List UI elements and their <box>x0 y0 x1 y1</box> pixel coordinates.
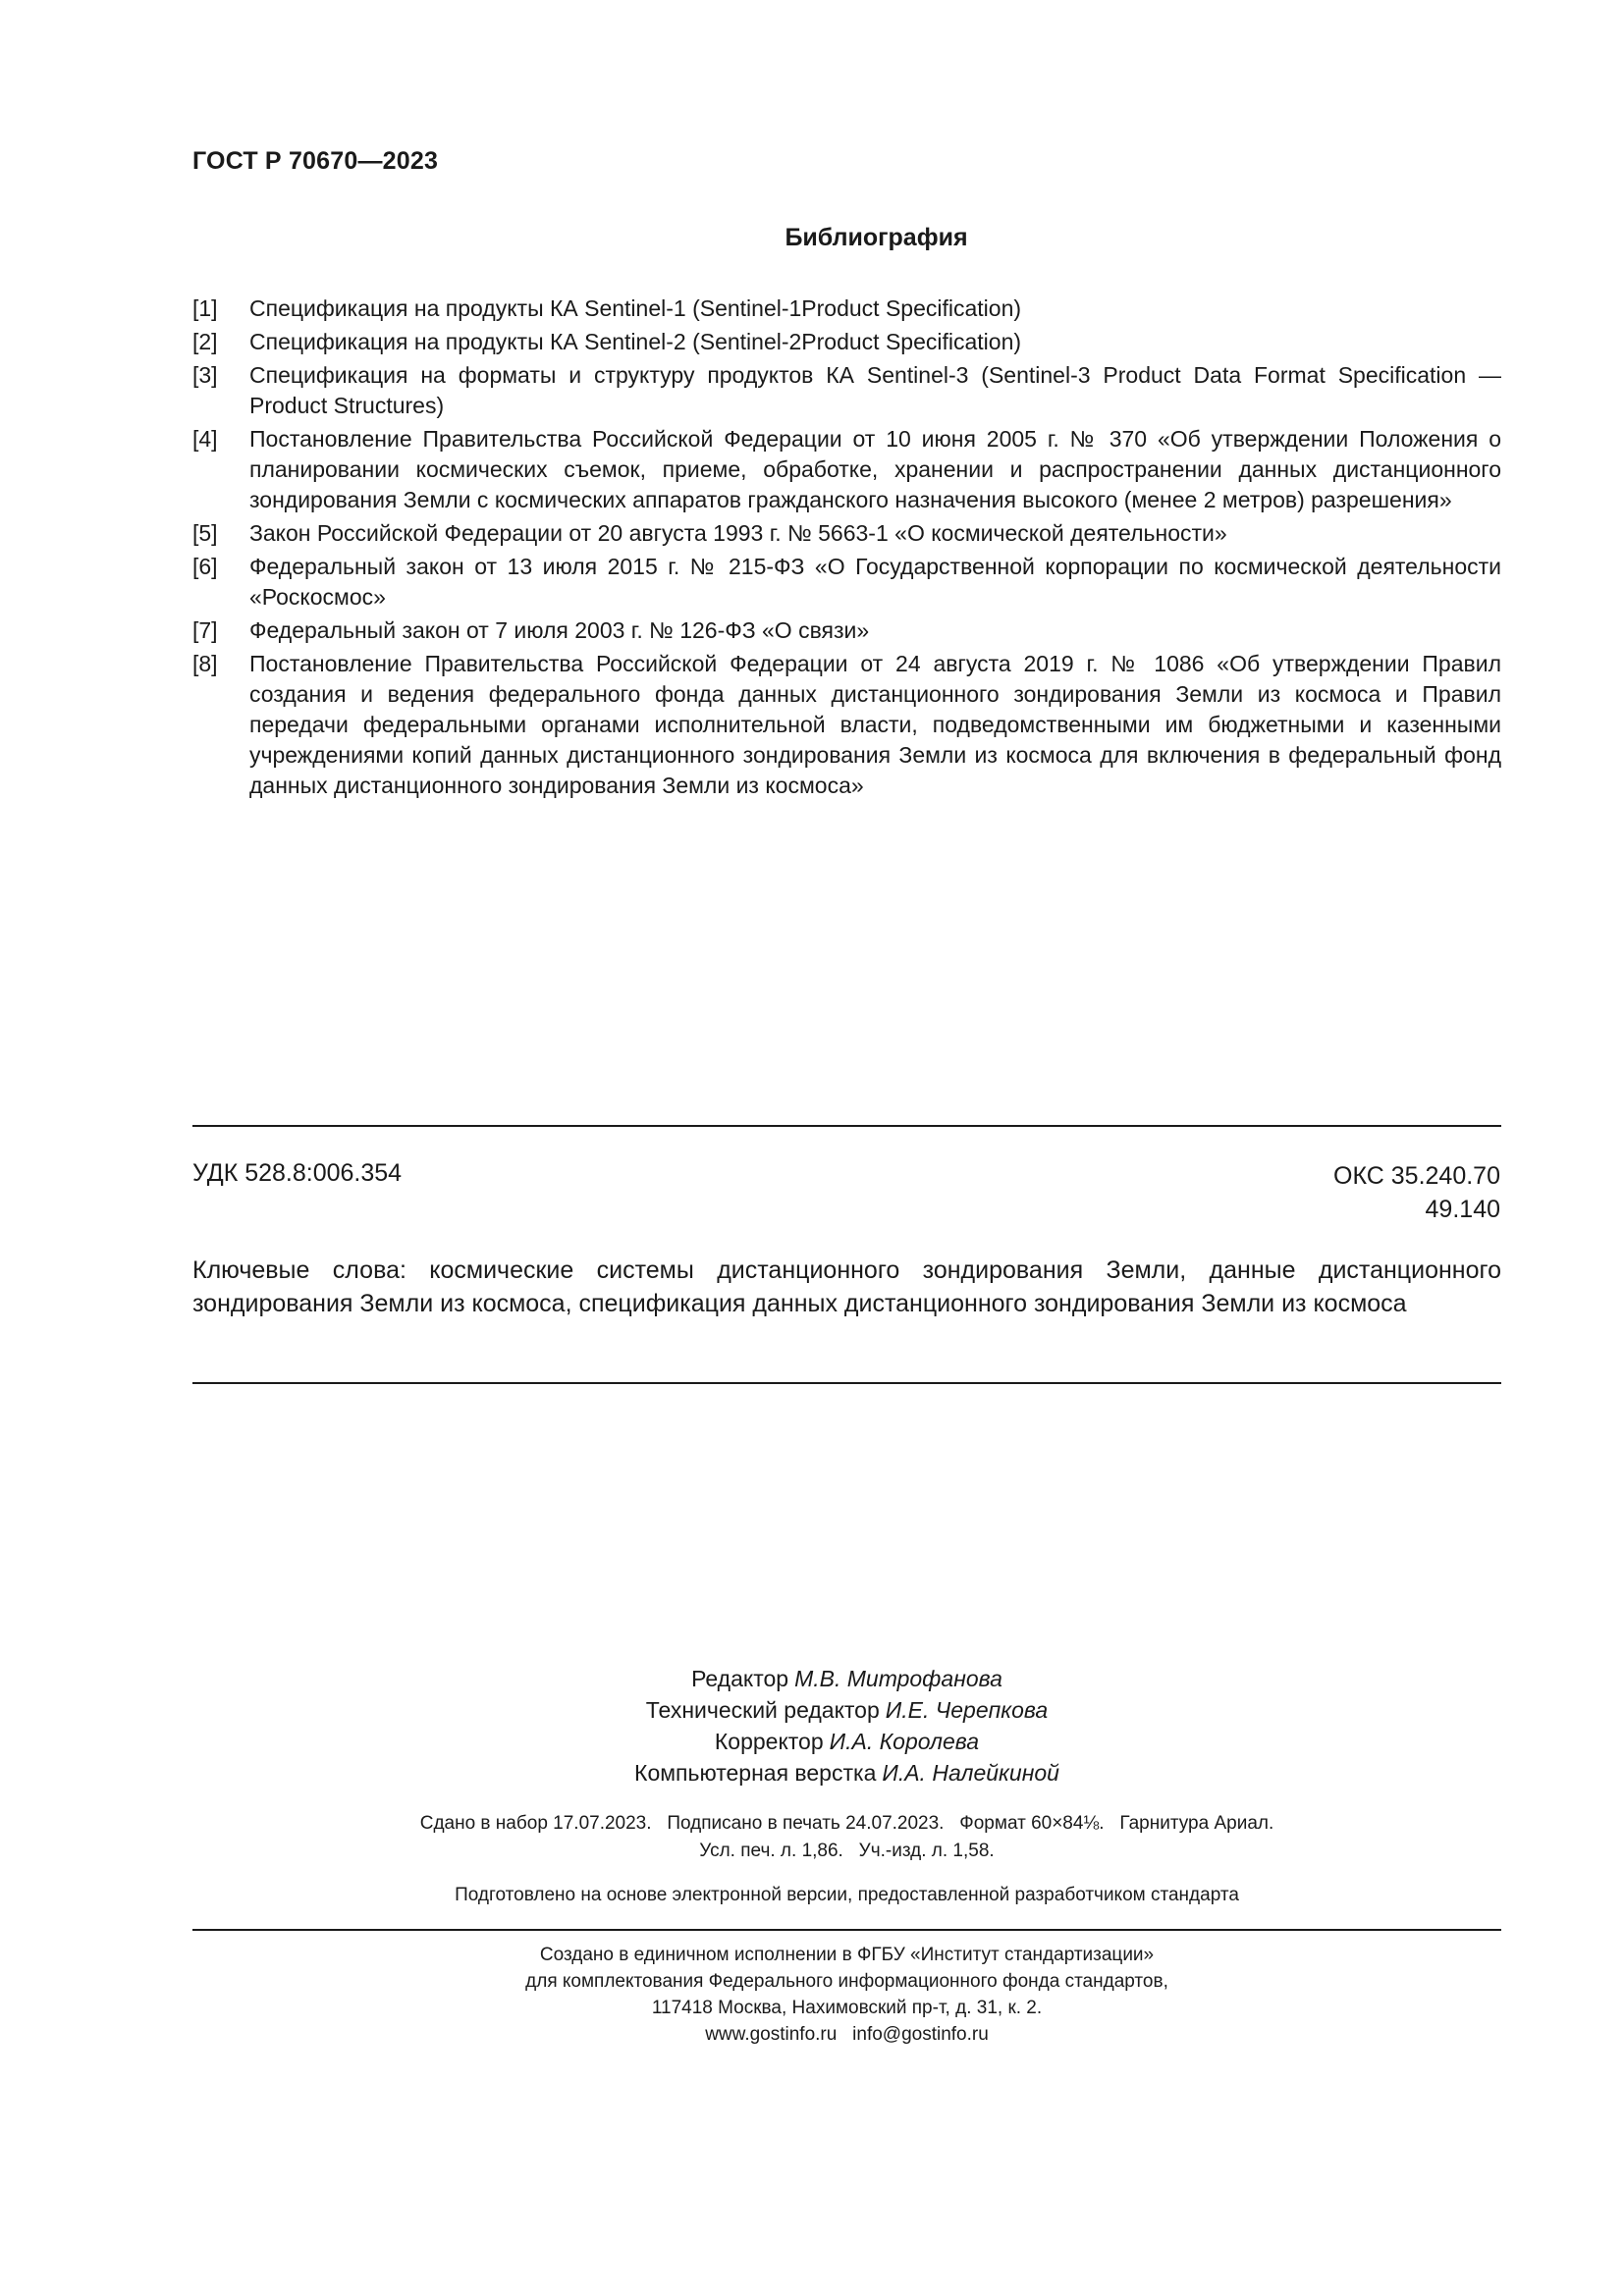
bibliography-title: Библиография <box>785 224 968 251</box>
divider-top <box>192 1125 1501 1127</box>
credit-row <box>192 1726 1501 1757</box>
bibliography-item-number: [1] <box>192 295 218 321</box>
footer-line: www.gostinfo.ru info@gostinfo.ru <box>705 2024 989 2045</box>
bibliography-item-text: Спецификация на продукты КА Sentinel-1 (Sentinel-1Product Specification) <box>249 295 1022 321</box>
bibliography-item-text: Спецификация на продукты КА Sentinel-2 (Sentinel-2Product Specification) <box>249 329 1022 354</box>
credit-row <box>192 1663 1501 1694</box>
bibliography-item-text: Закон Российской Федерации от 20 августа 1993 г. № 5663-1 «О космической деятельности» <box>249 520 1227 546</box>
bibliography-item <box>192 518 1501 549</box>
credit-name: М.В. Митрофанова <box>794 1666 1002 1691</box>
bibliography-item-number: [7] <box>192 617 218 643</box>
document-code: ГОСТ Р 70670—2023 <box>192 147 439 175</box>
bibliography-item-text: Постановление Правительства Российской Федерации от 10 июня 2005 г. № 370 «Об утверждении Положения о планировании космических съемок, приеме, обработке, хранении и распространении данных дистанционного зондирования Земли с космических аппаратов гражданского назначения высокого (менее 2 метров) разрешения» <box>249 426 1501 512</box>
keywords: Ключевые слова: космические системы дистанционного зондирования Земли, данные дистанционного зондирования Земли из космоса, спецификация данных дистанционного зондирования Земли из космоса <box>192 1256 1501 1317</box>
publisher-footer <box>192 1942 1501 2048</box>
bibliography-item-number: [3] <box>192 362 218 388</box>
oks-line-1: ОКС 35.240.70 <box>1333 1162 1500 1190</box>
bibliography-item <box>192 615 1501 646</box>
bibliography-list <box>192 294 1501 804</box>
divider-keywords <box>192 1382 1501 1384</box>
bibliography-item-text: Спецификация на форматы и структуру продуктов КА Sentinel-3 (Sentinel-3 Product Data Format Specification — Product Structures) <box>249 362 1501 418</box>
credit-role: Компьютерная верстка <box>634 1760 877 1786</box>
credits <box>192 1663 1501 1789</box>
oks-line-2: 49.140 <box>1425 1196 1500 1223</box>
bibliography-item-text: Федеральный закон от 13 июля 2015 г. № 215-ФЗ «О Государственной корпорации по космической деятельности «Роскосмос» <box>249 554 1501 610</box>
credit-name: И.Е. Черепкова <box>885 1697 1049 1723</box>
credit-row <box>192 1694 1501 1726</box>
bibliography-item-number: [5] <box>192 520 218 546</box>
bibliography-item-number: [8] <box>192 651 218 676</box>
credit-name: И.А. Налейкиной <box>882 1760 1059 1786</box>
print-info <box>192 1810 1501 1865</box>
credit-role: Технический редактор <box>645 1697 880 1723</box>
footer-line: Создано в единичном исполнении в ФГБУ «Институт стандартизации» <box>539 1945 1155 1965</box>
credit-row <box>192 1757 1501 1789</box>
bibliography-item <box>192 649 1501 801</box>
oks-code <box>1311 1159 1500 1226</box>
bibliography-item-number: [6] <box>192 554 218 579</box>
footer-line: 117418 Москва, Нахимовский пр-т, д. 31, к. 2. <box>651 1998 1043 2018</box>
bibliography-item-text: Постановление Правительства Российской Федерации от 24 августа 2019 г. № 1086 «Об утверждении Правил создания и ведения федерального фонда данных дистанционного зондирования Земли из космоса и Правил передачи федеральными органами исполнительной власти, подведомственными им бюджетными и казенными учреждениями копий данных дистанционного зондирования Земли из космоса для включения в федеральный фонд данных дистанционного зондирования Земли из космоса» <box>249 651 1501 798</box>
credit-role: Редактор <box>691 1666 789 1691</box>
bibliography-item <box>192 294 1501 324</box>
credit-name: И.А. Королева <box>829 1729 980 1754</box>
bibliography-item-number: [2] <box>192 329 218 354</box>
bibliography-item <box>192 424 1501 515</box>
udk-code: УДК 528.8:006.354 <box>192 1159 403 1187</box>
bibliography-item <box>192 360 1501 421</box>
footer-line: для комплектования Федерального информационного фонда стандартов, <box>525 1971 1168 1992</box>
bibliography-item-number: [4] <box>192 426 218 452</box>
print-info-line: Усл. печ. л. 1,86. Уч.-изд. л. 1,58. <box>699 1841 995 1861</box>
divider-footer <box>192 1929 1501 1931</box>
bibliography-item <box>192 327 1501 357</box>
prepared-note: Подготовлено на основе электронной версии, предоставленной разработчиком стандарта <box>455 1885 1239 1905</box>
print-info-line: Сдано в набор 17.07.2023. Подписано в печать 24.07.2023. Формат 60×84⅛. Гарнитура Ариал. <box>419 1813 1274 1834</box>
credit-role: Корректор <box>714 1729 824 1754</box>
bibliography-item-text: Федеральный закон от 7 июля 2003 г. № 126-ФЗ «О связи» <box>249 617 870 643</box>
bibliography-item <box>192 552 1501 613</box>
